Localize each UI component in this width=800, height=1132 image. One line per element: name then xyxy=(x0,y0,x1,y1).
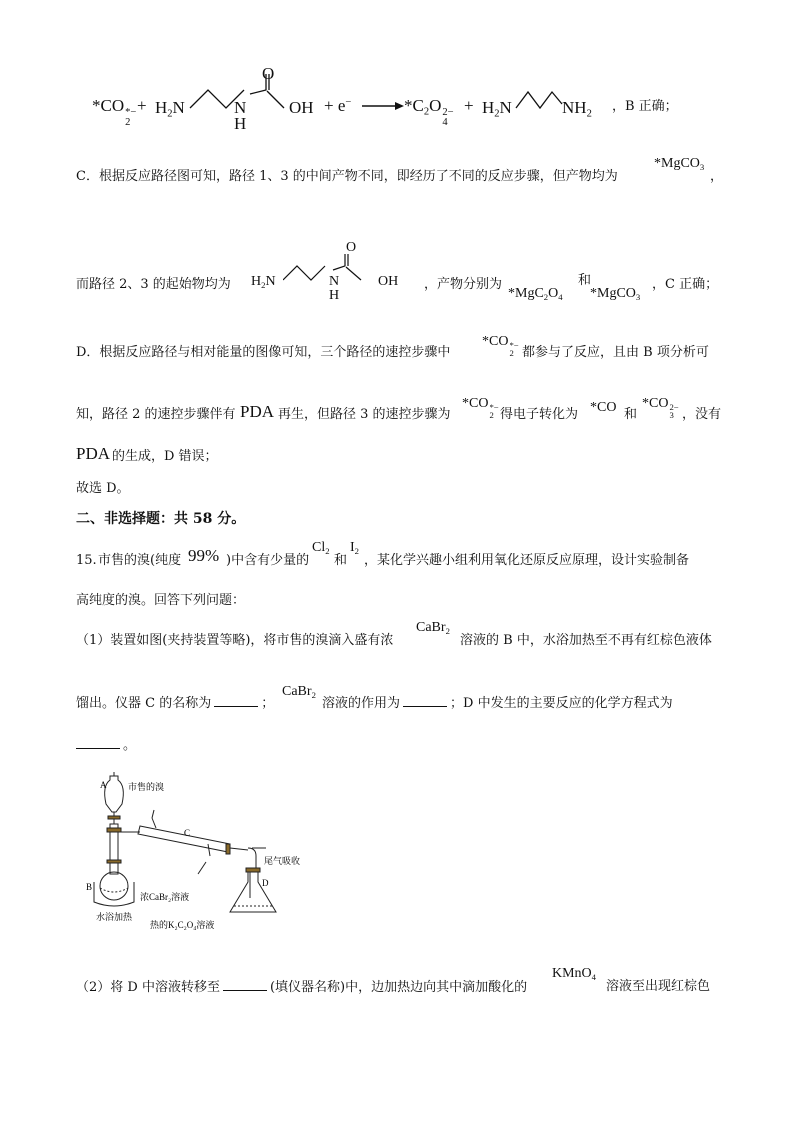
conclusion: 故选 D。 xyxy=(76,481,130,496)
struct-nh-h: H xyxy=(329,288,340,303)
amide-h: H xyxy=(234,114,247,133)
p2-nh2: $NH_2$ xyxy=(562,98,592,120)
carbonyl-o: O xyxy=(262,64,275,83)
q15-line2: 高纯度的溴。回答下列问题： xyxy=(76,593,246,608)
p2-h2n: $H_2N$ xyxy=(482,98,512,120)
answer-blank-cabr[interactable] xyxy=(403,696,447,707)
option-d-line2-end: ，没有 xyxy=(682,407,722,422)
d-co2-radical-2: *CO *− 2 xyxy=(462,396,499,421)
option-c-and: 和 xyxy=(578,273,592,288)
label-d: D xyxy=(262,878,269,888)
option-d-line1: D．根据反应路径与相对能量的图像可知，三个路径的速控步骤中 xyxy=(76,345,451,360)
verdict-b: ，B 正确； xyxy=(612,99,678,114)
reaction-arrow xyxy=(362,100,404,112)
option-d-line3: 的生成，D 错误； xyxy=(112,449,218,464)
h2n-group: $H_2N$ xyxy=(155,98,185,120)
label-k2c2o4: 热的K₂C₂O₄溶液 xyxy=(150,920,215,930)
p2-line: （2）将 D 中溶液转移至 (填仪器名称)中，边加热边向其中滴加酸化的 xyxy=(76,980,528,995)
option-c-line2-mid: ，产物分别为 xyxy=(424,277,503,292)
option-d-and: 和 xyxy=(624,407,638,422)
p1-cabr2-2: CaBr$_2$ xyxy=(282,684,316,701)
option-d-line2-start: 知，路径 2 的速控步骤伴有 xyxy=(76,407,236,422)
amide-n: N xyxy=(234,98,247,117)
section-heading: 二、非选择题：共 58 分。 xyxy=(76,511,246,527)
option-d-line2-mid2: 得电子转化为 xyxy=(500,407,579,422)
mgc2o4-chem: $*MgC_2O_4$ xyxy=(508,286,563,303)
p2-line-end: 溶液至出现红棕色 xyxy=(606,979,711,994)
label-tail-gas: 尾气吸收 xyxy=(264,856,301,866)
d-co-chem: *CO xyxy=(590,400,617,415)
pda-2: PDA xyxy=(76,444,111,463)
plus-sign-2: + xyxy=(464,96,474,115)
plus-sign: + xyxy=(137,96,147,115)
hydroxyl: OH xyxy=(289,98,314,117)
q15-number: 15. xyxy=(76,553,97,568)
struct-h2n: $H_2N$ xyxy=(251,274,276,291)
struct-oh: OH xyxy=(378,274,399,289)
answer-blank-vessel[interactable] xyxy=(223,980,267,991)
option-c-line1: C．根据反应路径图可知，路径 1、3 的中间产物不同，即经历了不同的反应步骤，但产物均为 xyxy=(76,169,618,184)
p1-line3: 。 xyxy=(76,738,136,752)
label-cabr-solution: 浓CaBr₂溶液 xyxy=(140,892,190,902)
option-c-line2-start: 而路径 2、3 的起始物均为 xyxy=(76,277,231,292)
mgco3-chem: *MgCO$_3$ xyxy=(654,156,705,173)
answer-blank-c[interactable] xyxy=(214,696,258,707)
diamine-chain xyxy=(514,80,564,120)
label-bromine: 市售的溴 xyxy=(128,782,165,792)
equation-line xyxy=(0,60,800,140)
q15-line1-c: ，某化学兴趣小组利用氧化还原反应原理，设计实验制备 xyxy=(364,553,690,568)
product-oxalate: $*C_2O$ 2− 4 xyxy=(404,96,454,128)
apparatus-figure xyxy=(80,764,340,936)
q15-line1-a: 市售的溴(纯度 xyxy=(98,553,182,568)
p1-line1-b: 溶液的 B 中，水浴加热至不再有红棕色液体 xyxy=(460,633,712,648)
q15-line1-b: )中含有少量的 xyxy=(226,553,310,568)
option-d-line1-end: 都参与了反应，且由 B 项分析可 xyxy=(522,345,709,360)
struct-o: O xyxy=(346,240,357,255)
label-b: B xyxy=(86,882,93,892)
p1-line1-a: （1）装置如图(夹持装置等略)，将市售的溴滴入盛有浓 xyxy=(76,633,394,648)
struct-n: N xyxy=(329,274,340,289)
electron: + e− xyxy=(324,96,352,115)
label-c: C xyxy=(184,828,191,838)
d-co3-chem: *CO 2− 3 xyxy=(642,396,679,421)
p1-line2-b: 溶液的作用为 ；D 中发生的主要反应的化学方程式为 xyxy=(322,696,673,711)
q15-and: 和 xyxy=(334,553,348,568)
q15-i2: $I_2$ xyxy=(350,540,360,557)
p1-cabr2: CaBr$_2$ xyxy=(416,620,450,637)
p1-line2: 馏出。仪器 C 的名称为 ； xyxy=(76,696,275,711)
q15-cl2: $Cl_2$ xyxy=(312,540,330,557)
option-d-line2-mid1: 再生，但路径 3 的速控步骤为 xyxy=(278,407,451,422)
option-c-comma: ， xyxy=(710,169,724,184)
q15-purity: 99% xyxy=(188,546,220,565)
pda-1: PDA xyxy=(240,402,275,421)
reactant-co2-radical: *CO *− 2 xyxy=(92,96,137,128)
d-co2-radical: *CO *− 2 xyxy=(482,334,519,359)
label-water-bath: 水浴加热 xyxy=(96,912,133,922)
p2-kmno4: KMnO$_4$ xyxy=(552,966,597,983)
label-a: A xyxy=(100,780,107,790)
answer-blank-equation[interactable] xyxy=(76,738,120,749)
mgco3-chem-2: *MgCO$_3$ xyxy=(590,286,641,303)
verdict-c: ，C 正确； xyxy=(652,277,719,292)
